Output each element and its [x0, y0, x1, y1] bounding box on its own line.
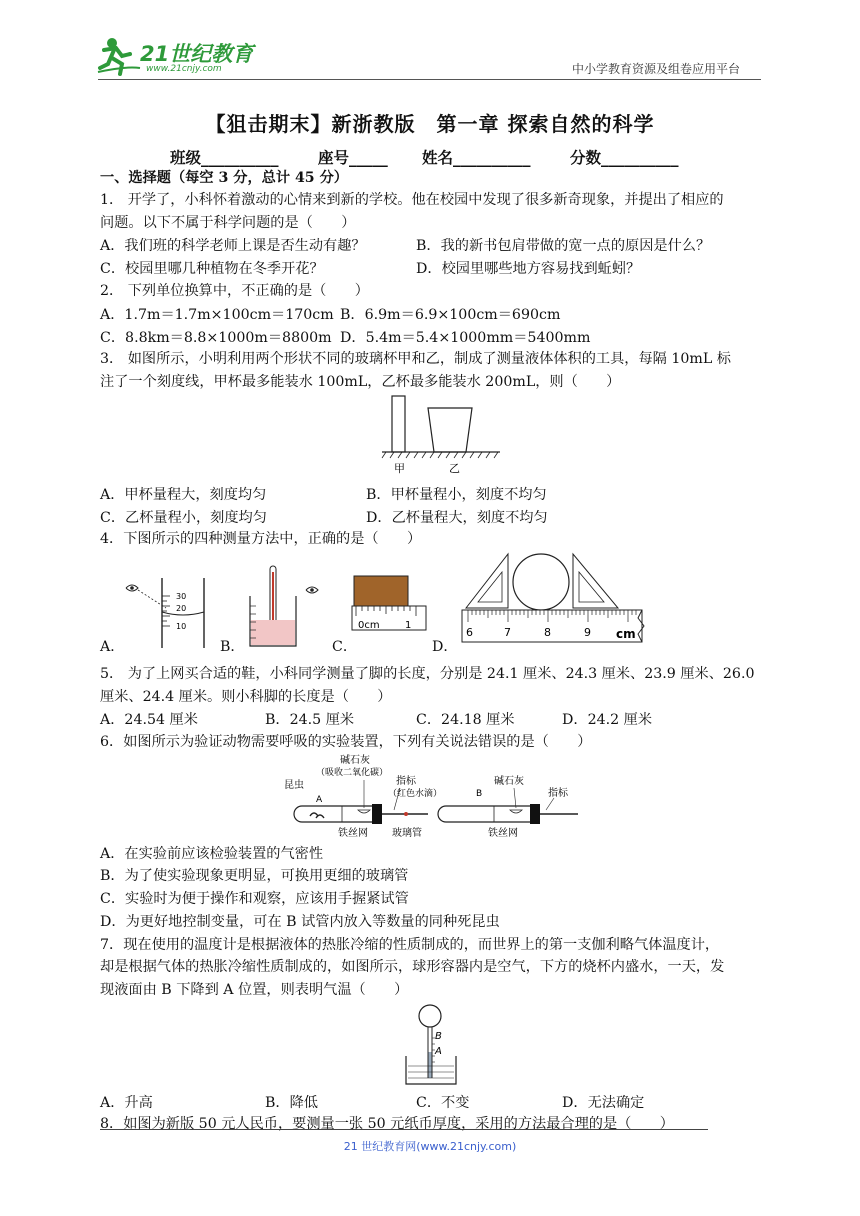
- q3-stem-line1: 3． 如图所示，小明利用两个形状不同的玻璃杯甲和乙，制成了测量液体体积的工具，每隔 10mL 标: [100, 351, 731, 367]
- q8-stem: 8．如图为新版 50 元人民币，要测量一张 50 元纸币厚度，采用的方法最合理的是（ ）: [100, 1116, 674, 1132]
- q5-stem-line1: 5． 为了上网买合适的鞋，小科同学测量了脚的长度，分别是 24.1 厘米、24.3 厘米、23.9 厘米、26.0: [100, 666, 755, 682]
- platform-name: 中小学教育资源及组卷应用平台: [572, 62, 741, 76]
- q7-option-d: D．无法确定: [562, 1095, 645, 1111]
- label-insect: 昆虫: [284, 780, 304, 791]
- section-heading: 一、选择题（每空 3 分，总计 45 分）: [100, 170, 348, 186]
- q4-stem: 4．下图所示的四种测量方法中，正确的是（ ）: [100, 531, 422, 547]
- q6-figure-respiration: [282, 752, 582, 842]
- q5-option-d: D．24.2 厘米: [562, 712, 653, 728]
- q4-option-c: C．: [332, 639, 358, 655]
- label-a: A: [316, 795, 323, 805]
- q4-fig-b-thermometer: [240, 562, 330, 652]
- ruler-d-8: 8: [544, 626, 551, 639]
- q3-option-a: A．甲杯量程大，刻度均匀: [100, 487, 267, 503]
- label-pointer-b: 指标: [548, 788, 568, 799]
- q7-stem-line1: 7．现在使用的温度计是根据液体的热胀冷缩的性质制成的，而世界上的第一支伽利略气体温度计，: [100, 937, 720, 953]
- q2-option-b: B．6.9m＝6.9×100cm＝690cm: [340, 307, 561, 323]
- header-divider: [98, 79, 761, 80]
- q3-option-c: C．乙杯量程小，刻度均匀: [100, 510, 267, 526]
- q7-figure-galileo-thermometer: [400, 1002, 464, 1088]
- label-soda-lime-b: 碱石灰: [494, 776, 524, 787]
- q1-option-c: C．校园里哪几种植物在冬季开花？: [100, 261, 324, 277]
- label-wire-b: 铁丝网: [488, 828, 518, 839]
- label-b: B: [476, 789, 483, 799]
- q6-option-b: B．为了使实验现象更明显，可换用更细的玻璃管: [100, 868, 409, 884]
- q6-option-c: C．实验时为便于操作和观察，应该用手握紧试管: [100, 891, 409, 907]
- label-wire: 铁丝网: [338, 828, 368, 839]
- label-red-drop: （红色水滴）: [388, 789, 443, 799]
- q5-option-b: B．24.5 厘米: [265, 712, 355, 728]
- footer-divider: [100, 1129, 708, 1130]
- q7-option-a: A．升高: [100, 1095, 153, 1111]
- q3-stem-line2: 注了一个刻度线，甲杯最多能装水 100mL，乙杯最多能装水 200mL，则（ ）: [100, 374, 621, 390]
- ruler-d-7: 7: [504, 626, 511, 639]
- q1-option-d: D．校园里哪些地方容易找到蚯蚓？: [416, 261, 641, 277]
- q6-stem: 6．如图所示为验证动物需要呼吸的实验装置，下列有关说法错误的是（ ）: [100, 734, 592, 750]
- q7-stem-line3: 现液面由 B 下降到 A 位置，则表明气温（ ）: [100, 982, 409, 998]
- q4-fig-a-cylinder: [122, 570, 212, 654]
- class-field: 班级__________: [170, 148, 279, 167]
- q2-option-d: D．5.4m＝5.4×1000mm＝5400mm: [340, 330, 591, 346]
- q7-option-c: C．不变: [416, 1095, 470, 1111]
- q6-option-d: D．为更好地控制变量，可在 B 试管内放入等数量的同种死昆虫: [100, 914, 500, 930]
- label-absorb: （吸收二氧化碳）: [316, 768, 389, 778]
- q5-stem-line2: 厘米、24.4 厘米。则小科脚的长度是（ ）: [100, 689, 392, 705]
- q5-option-a: A．24.54 厘米: [100, 712, 198, 728]
- q1-option-a: A．我们班的科学老师上课是否生动有趣？: [100, 238, 366, 254]
- label-b-level: B: [435, 1031, 442, 1042]
- ruler-c-1: 1: [405, 620, 412, 631]
- q5-option-c: C．24.18 厘米: [416, 712, 515, 728]
- q4-option-b: B．: [220, 639, 245, 655]
- ruler-d-9: 9: [584, 626, 591, 639]
- q4-fig-d-circle-rulers: [458, 548, 650, 648]
- label-a-level: A: [435, 1046, 442, 1057]
- ruler-d-6: 6: [466, 626, 473, 639]
- tick-10: 10: [176, 622, 187, 631]
- label-jia: 甲: [394, 462, 405, 475]
- q2-stem: 2． 下列单位换算中，不正确的是（ ）: [100, 283, 369, 299]
- q2-option-c: C．8.8km＝8.8×1000m＝8800m: [100, 330, 332, 346]
- q4-option-a: A．: [100, 639, 125, 655]
- q3-option-d: D．乙杯量程大，刻度不均匀: [366, 510, 548, 526]
- page-title: 【狙击期末】新浙教版 第一章 探索自然的科学: [205, 112, 655, 136]
- q4-fig-c-block-ruler: [350, 574, 430, 648]
- label-pointer: 指标: [396, 776, 416, 787]
- q3-figure-cups: [376, 394, 506, 476]
- q1-option-b: B．我的新书包肩带做的宽一点的原因是什么？: [416, 238, 711, 254]
- q7-option-b: B．降低: [265, 1095, 318, 1111]
- site-logo[interactable]: [96, 34, 266, 78]
- score-field: 分数__________: [570, 148, 679, 167]
- footer-link[interactable]: 21 世纪教育网(www.21cnjy.com): [343, 1140, 517, 1153]
- seat-field: 座号_____: [318, 148, 388, 167]
- name-field: 姓名__________: [422, 148, 531, 167]
- label-glass-tube: 玻璃管: [392, 828, 422, 839]
- q6-option-a: A．在实验前应该检验装置的气密性: [100, 846, 324, 862]
- label-soda-lime: 碱石灰: [340, 755, 370, 766]
- tick-30: 30: [176, 592, 187, 601]
- q1-stem-line1: 1． 开学了，小科怀着激动的心情来到新的学校。他在校园中发现了很多新奇现象，并提出了相应的: [100, 192, 724, 208]
- ruler-d-unit: cm: [616, 627, 636, 641]
- ruler-c-0: 0cm: [358, 620, 380, 631]
- q3-option-b: B．甲杯量程小，刻度不均匀: [366, 487, 547, 503]
- logo-url: www.21cnjy.com: [146, 64, 222, 74]
- q7-stem-line2: 却是根据气体的热胀冷缩性质制成的，如图所示，球形容器内是空气，下方的烧杯内盛水，一天，发: [100, 959, 725, 975]
- cup-jia: [392, 396, 405, 452]
- q2-option-a: A．1.7m＝1.7m×100cm＝170cm: [100, 307, 334, 323]
- tick-20: 20: [176, 604, 187, 613]
- q4-option-d: D．: [432, 639, 458, 655]
- logo-text: 21世纪教育: [140, 42, 254, 66]
- label-yi: 乙: [449, 462, 460, 475]
- q1-stem-line2: 问题。以下不属于科学问题的是（ ）: [100, 215, 356, 231]
- cup-yi: [428, 408, 472, 452]
